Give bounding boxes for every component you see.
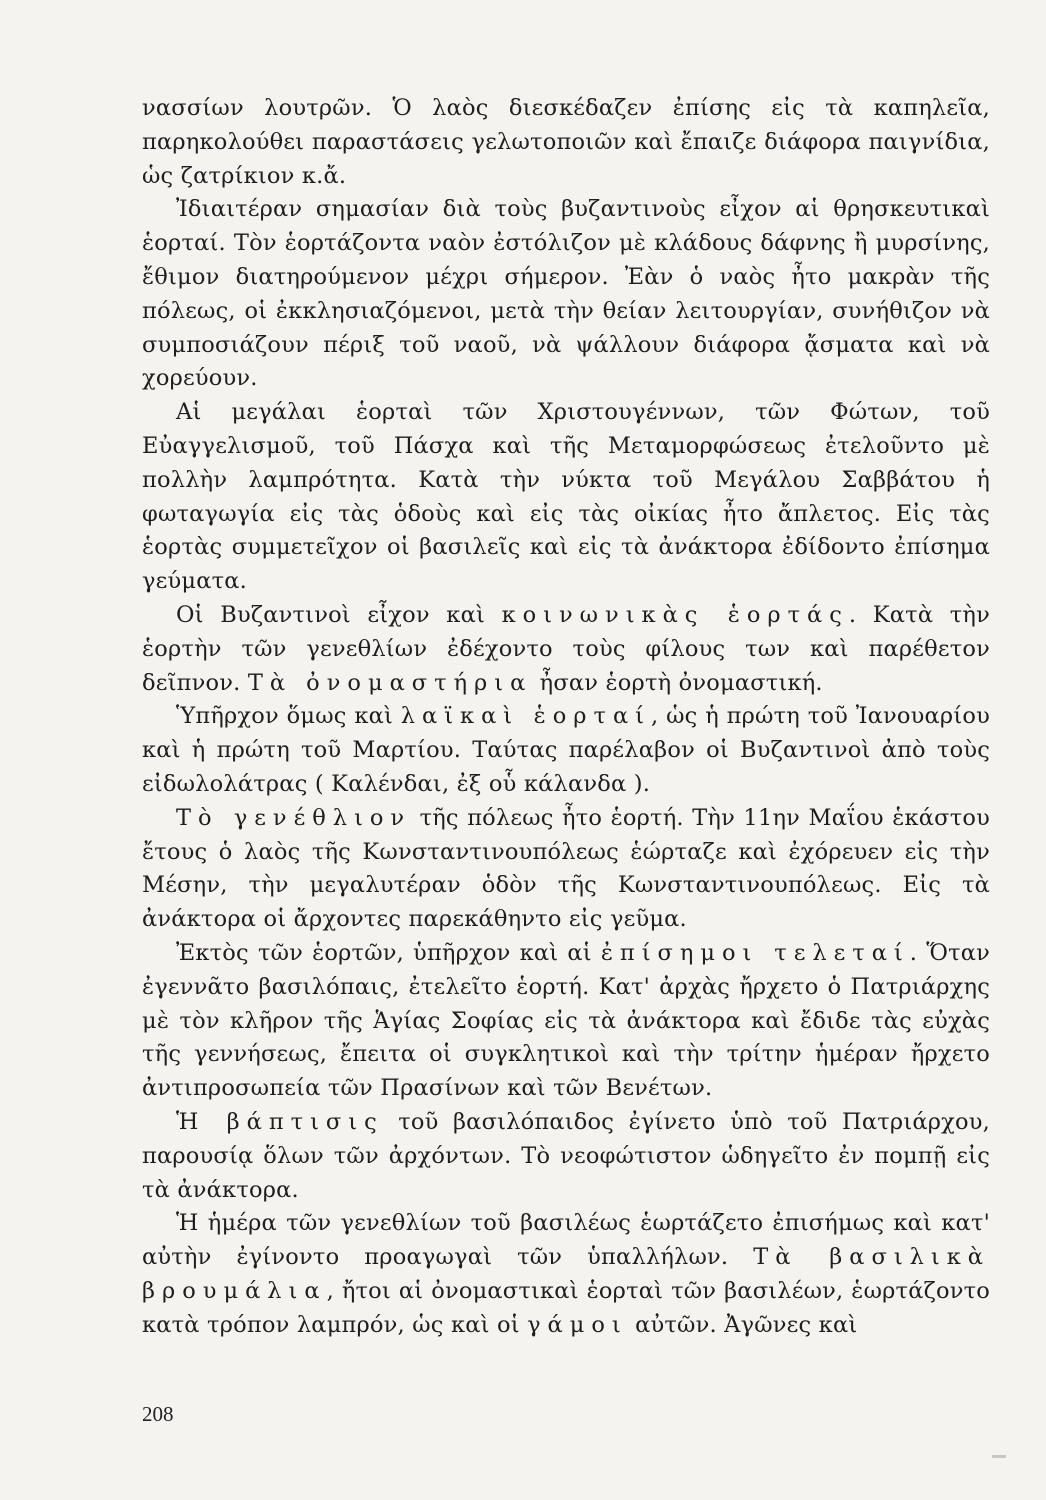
paragraph xyxy=(142,396,990,599)
text-run: , ἤτοι αἱ ὀνομαστικαὶ ἑορταὶ τῶν βασιλέων, ἑωρτάζοντο κατὰ τρόπον λαμπρόν, ὡς καὶ οἱ xyxy=(142,1277,990,1338)
paragraph xyxy=(142,193,990,396)
emphasized-term: κοινωνικὰς ἑορτάς xyxy=(501,601,849,628)
paragraph xyxy=(142,700,990,801)
emphasized-term: λαϊκαὶ ἑορταί xyxy=(400,703,651,730)
paragraph xyxy=(142,1106,990,1207)
page-body xyxy=(142,92,990,1342)
text-run: Αἱ μεγάλαι ἑορταὶ τῶν Χριστουγέννων, τῶν Φώτων, τοῦ Εὐαγγελισμοῦ, τοῦ Πάσχα καὶ τῆς Μεταμορφώσεως ἐτελοῦντο μὲ πολλὴν λαμπρότητα. Κατὰ τὴν νύκτα τοῦ Μεγάλου Σαββάτου ἡ φωταγωγία εἰς τὰς ὁδοὺς καὶ εἰς τὰς οἰκίας ἦτο ἄπλετος. Εἰς τὰς ἑορτὰς συμμετεῖχον οἱ βασιλεῖς καὶ εἰς τὰ ἀνάκτορα ἐδίδοντο ἐπίσημα γεύματα. xyxy=(142,399,990,595)
text-run: , ὡς ἡ πρώτη τοῦ Ἰανουαρίου καὶ ἡ πρώτη τοῦ Μαρτίου. Ταύτας παρέλαβον οἱ Βυζαντινοὶ ἀπὸ τοὺς εἰδωλολάτρας ( Καλένδαι, ἐξ οὗ κάλανδα ). xyxy=(142,703,991,797)
paragraph xyxy=(142,937,990,1106)
text-run: τοῦ βασιλόπαιδος ἐγίνετο ὑπὸ τοῦ Πατριάρχου, παρουσίᾳ ὅλων τῶν ἀρχόντων. Τὸ νεοφώτιστον ὡδηγεῖτο ἐν πομπῇ εἰς τὰ ἀνάκτορα. xyxy=(142,1108,990,1203)
text-run: νασσίων λουτρῶν. Ὁ λαὸς διεσκέδαζεν ἐπίσης εἰς τὰ καπηλεῖα, παρηκολούθει παραστάσεις γελωτοποιῶν καὶ ἔπαιζε διάφορα παιγνίδια, ὡς ζατρίκιον κ.ἄ. xyxy=(142,95,990,189)
paragraph xyxy=(142,92,990,193)
text-run: τῆς πόλεως ἦτο ἑορτή. Τὴν 11ην Μαΐου ἑκάστου ἔτους ὁ λαὸς τῆς Κωνσταντινουπόλεως ἑώρταζε καὶ ἐχόρευεν εἰς τὴν Μέσην, τὴν μεγαλυτέραν ὁδὸν τῆς Κωνσταντινουπόλεως. Εἰς τὰ ἀνάκτορα οἱ ἄρχοντες παρεκάθηντο εἰς γεῦμα. xyxy=(142,804,990,933)
emphasized-term: ἐπίσημοι τελεταί xyxy=(600,939,910,966)
emphasized-term: Ἡ βάπτισις xyxy=(176,1108,384,1135)
page-number: 208 xyxy=(142,1402,174,1426)
paragraph xyxy=(142,1207,990,1342)
text-run: ἦσαν ἑορτὴ ὀνομαστική. xyxy=(532,669,823,696)
text-run: Ἡ ἡμέρα τῶν γενεθλίων τοῦ βασιλέως ἑωρτάζετο ἐπισήμως καὶ κατ' αὐτὴν ἐγίνοντο προαγωγαὶ τῶν ὑπαλλήλων. xyxy=(142,1210,990,1271)
emphasized-term: Τὰ βασιλικὰ βρουμάλια xyxy=(142,1244,990,1304)
text-run: Ὑπῆρχον ὅμως καὶ xyxy=(176,703,401,730)
paragraph xyxy=(142,599,990,700)
emphasized-term: Τὸ γενέθλιον xyxy=(176,804,412,831)
scan-speck xyxy=(992,1455,1006,1458)
emphasized-term: Τὰ ὀνομαστήρια xyxy=(247,669,533,696)
text-run: αὐτῶν. Ἀγῶνες καὶ xyxy=(627,1311,858,1338)
text-run: Οἱ Βυζαντινοὶ εἶχον καὶ xyxy=(176,601,502,628)
text-run: . Κατὰ τὴν ἑορτὴν τῶν γενεθλίων ἐδέχοντο τοὺς φίλους των καὶ παρέθετον δεῖπνον. xyxy=(142,601,990,696)
paragraph xyxy=(142,802,990,937)
emphasized-term: γάμοι xyxy=(527,1311,628,1338)
text-run: Ἰδιαιτέραν σημασίαν διὰ τοὺς βυζαντινοὺς εἶχον αἱ θρησκευτικαὶ ἑορταί. Τὸν ἑορτάζοντα ναὸν ἐστόλιζον μὲ κλάδους δάφνης ἢ μυρσίνης, ἔθιμον διατηρούμενον μέχρι σήμερον. Ἐὰν ὁ ναὸς ἦτο μακρὰν τῆς πόλεως, οἱ ἐκκλησιαζόμενοι, μετὰ τὴν θείαν λειτουργίαν, συνήθιζον νὰ συμποσιάζουν πέριξ τοῦ ναοῦ, νὰ ψάλλουν διάφορα ᾄσματα καὶ νὰ χορεύουν. xyxy=(142,196,990,392)
text-run: Ἐκτὸς τῶν ἑορτῶν, ὑπῆρχον καὶ αἱ xyxy=(176,939,601,966)
text-run: . Ὅταν ἐγεννᾶτο βασιλόπαις, ἐτελεῖτο ἑορτή. Κατ' ἀρχὰς ἤρχετο ὁ Πατριάρχης μὲ τὸν κλῆρον τῆς Ἁγίας Σοφίας εἰς τὰ ἀνάκτορα καὶ ἔδιδε τὰς εὐχὰς τῆς γεννήσεως, ἔπειτα οἱ συγκλητικοὶ καὶ τὴν τρίτην ἡμέραν ἤρχετο ἀντιπροσωπεία τῶν Πρασίνων καὶ τῶν Βενέτων. xyxy=(142,939,990,1102)
